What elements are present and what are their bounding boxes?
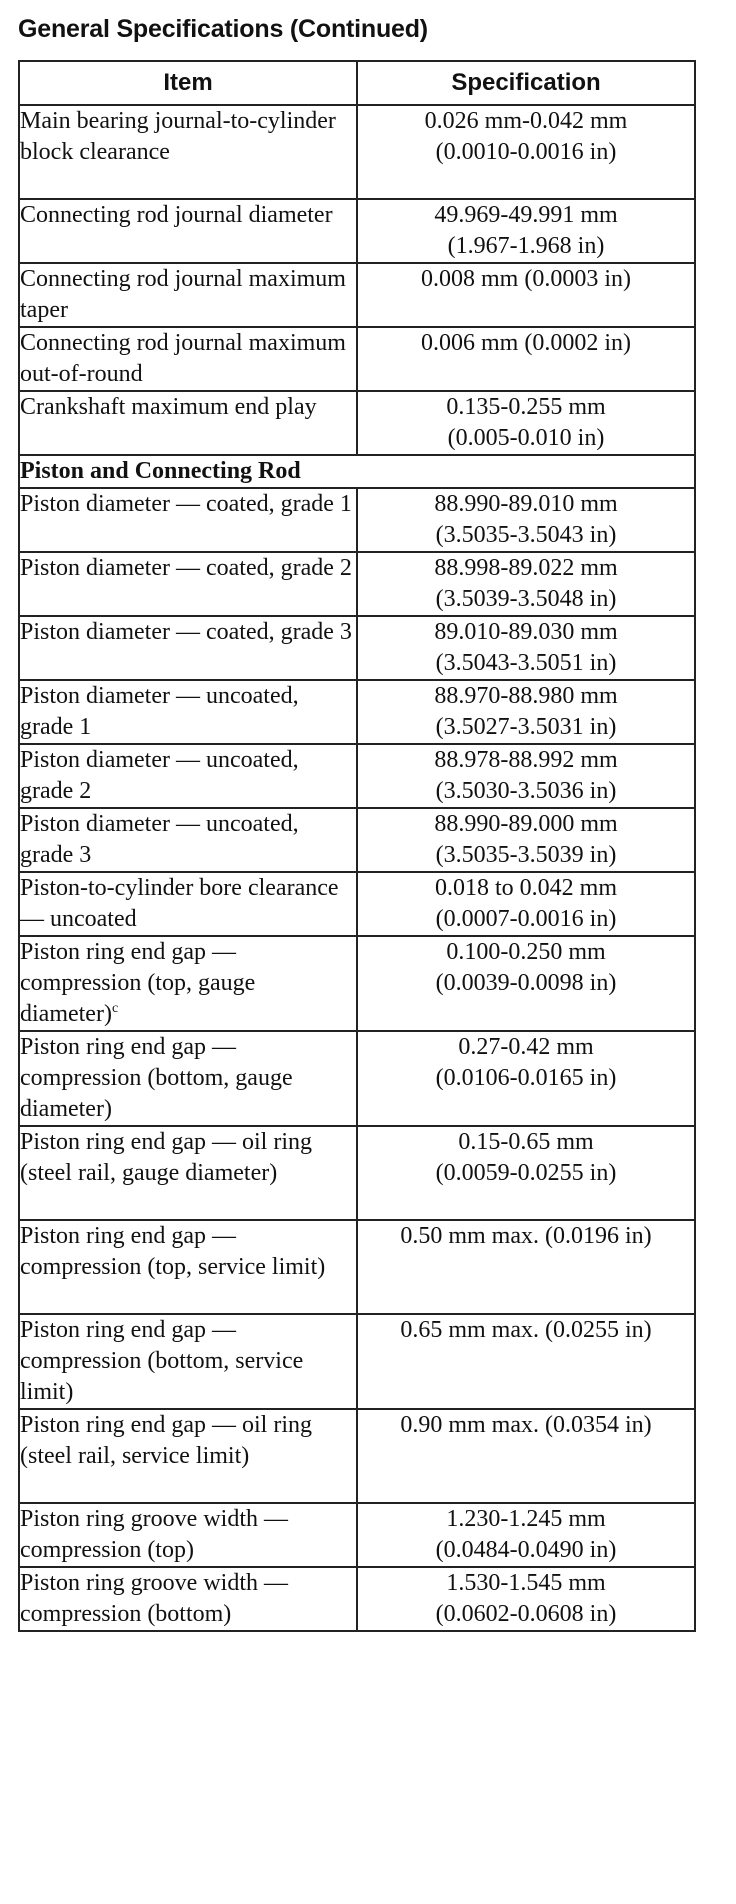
item-cell: Piston diameter — coated, grade 3	[19, 616, 357, 680]
specification-cell	[357, 1126, 695, 1220]
item-cell	[19, 936, 357, 1031]
spec-imperial: (3.5030-3.5036 in)	[435, 778, 617, 804]
spec-metric: 88.970-88.980 mm	[434, 683, 618, 709]
item-cell: Piston diameter — uncoated, grade 2	[19, 744, 357, 808]
item-cell: Piston ring end gap — oil ring (steel rail, service limit)	[19, 1409, 357, 1503]
table-row	[19, 1567, 695, 1631]
item-cell: Piston ring end gap — compression (top, service limit)	[19, 1220, 357, 1314]
item-text: Piston ring end gap — compression (top, gauge diameter)	[20, 939, 256, 1027]
specification-cell	[357, 936, 695, 1031]
table-header-row	[19, 61, 695, 105]
spec-imperial: (1.967-1.968 in)	[447, 233, 605, 259]
spec-imperial: (0.0059-0.0255 in)	[435, 1160, 617, 1186]
spec-metric: 0.90 mm max. (0.0354 in)	[400, 1412, 652, 1438]
spec-metric: 0.100-0.250 mm	[446, 939, 606, 965]
specification-cell	[357, 1031, 695, 1126]
spec-imperial: (0.0484-0.0490 in)	[435, 1537, 617, 1563]
spec-imperial: (3.5043-3.5051 in)	[435, 650, 617, 676]
spec-metric: 0.026 mm-0.042 mm	[424, 108, 628, 134]
table-row	[19, 105, 695, 199]
table-row	[19, 1314, 695, 1409]
table-row	[19, 1220, 695, 1314]
spec-imperial: (3.5035-3.5039 in)	[435, 842, 617, 868]
spec-imperial: (0.005-0.010 in)	[447, 425, 605, 451]
specification-cell	[357, 808, 695, 872]
table-row	[19, 1031, 695, 1126]
spec-metric: 0.65 mm max. (0.0255 in)	[400, 1317, 652, 1343]
table-row	[19, 680, 695, 744]
specification-cell	[357, 488, 695, 552]
spec-metric: 1.230-1.245 mm	[446, 1506, 606, 1532]
spec-imperial: (3.5039-3.5048 in)	[435, 586, 617, 612]
item-cell: Connecting rod journal maximum out-of-round	[19, 327, 357, 391]
item-cell: Main bearing journal-to-cylinder block clearance	[19, 105, 357, 199]
section-heading: Piston and Connecting Rod	[19, 455, 695, 488]
item-cell: Crankshaft maximum end play	[19, 391, 357, 455]
item-cell: Piston ring end gap — compression (bottom, gauge diameter)	[19, 1031, 357, 1126]
specification-cell	[357, 327, 695, 391]
table-row	[19, 1503, 695, 1567]
item-cell: Piston ring groove width — compression (bottom)	[19, 1567, 357, 1631]
table-row	[19, 552, 695, 616]
spec-imperial: (0.0106-0.0165 in)	[435, 1065, 617, 1091]
page-title: General Specifications (Continued)	[18, 15, 428, 43]
specification-cell	[357, 680, 695, 744]
table-row	[19, 808, 695, 872]
specification-cell	[357, 391, 695, 455]
item-cell: Piston ring groove width — compression (top)	[19, 1503, 357, 1567]
specification-cell	[357, 744, 695, 808]
spec-metric: 1.530-1.545 mm	[446, 1570, 606, 1596]
spec-metric: 0.50 mm max. (0.0196 in)	[400, 1223, 652, 1249]
specification-cell	[357, 616, 695, 680]
item-cell: Piston ring end gap — compression (bottom, service limit)	[19, 1314, 357, 1409]
specification-cell	[357, 105, 695, 199]
specification-cell	[357, 1567, 695, 1631]
table-row	[19, 488, 695, 552]
item-cell: Piston diameter — uncoated, grade 1	[19, 680, 357, 744]
specification-cell	[357, 199, 695, 263]
table-row	[19, 199, 695, 263]
table-row	[19, 1409, 695, 1503]
table-row	[19, 327, 695, 391]
spec-imperial: (0.0039-0.0098 in)	[435, 970, 617, 996]
column-header-specification: Specification	[357, 61, 695, 105]
spec-metric: 0.006 mm (0.0002 in)	[421, 330, 631, 356]
table-row	[19, 872, 695, 936]
specification-cell	[357, 1409, 695, 1503]
item-cell: Piston diameter — uncoated, grade 3	[19, 808, 357, 872]
footnote-marker: c	[111, 1001, 119, 1016]
table-row	[19, 616, 695, 680]
specification-cell	[357, 263, 695, 327]
section-heading-row	[19, 455, 695, 488]
spec-metric: 88.978-88.992 mm	[434, 747, 618, 773]
item-cell: Piston-to-cylinder bore clearance — uncoated	[19, 872, 357, 936]
item-cell: Connecting rod journal maximum taper	[19, 263, 357, 327]
spec-metric: 0.018 to 0.042 mm	[434, 875, 617, 901]
specification-cell	[357, 1503, 695, 1567]
table-row	[19, 263, 695, 327]
spec-imperial: (0.0602-0.0608 in)	[435, 1601, 617, 1627]
spec-imperial: (3.5027-3.5031 in)	[435, 714, 617, 740]
specification-cell	[357, 1314, 695, 1409]
spec-metric: 0.135-0.255 mm	[446, 394, 606, 420]
specification-cell	[357, 872, 695, 936]
spec-metric: 89.010-89.030 mm	[434, 619, 618, 645]
item-cell: Piston diameter — coated, grade 1	[19, 488, 357, 552]
spec-imperial: (0.0010-0.0016 in)	[435, 139, 617, 165]
table-row	[19, 744, 695, 808]
table-row	[19, 936, 695, 1031]
spec-metric: 0.27-0.42 mm	[458, 1034, 594, 1060]
specification-cell	[357, 552, 695, 616]
item-cell: Piston diameter — coated, grade 2	[19, 552, 357, 616]
spec-metric: 0.15-0.65 mm	[458, 1129, 594, 1155]
spec-imperial: (0.0007-0.0016 in)	[435, 906, 617, 932]
item-cell: Piston ring end gap — oil ring (steel rail, gauge diameter)	[19, 1126, 357, 1220]
spec-metric: 88.998-89.022 mm	[434, 555, 618, 581]
specification-cell	[357, 1220, 695, 1314]
item-cell: Connecting rod journal diameter	[19, 199, 357, 263]
specifications-table	[18, 60, 696, 1632]
spec-metric: 88.990-89.010 mm	[434, 491, 618, 517]
spec-imperial: (3.5035-3.5043 in)	[435, 522, 617, 548]
column-header-item: Item	[19, 61, 357, 105]
spec-metric: 49.969-49.991 mm	[434, 202, 618, 228]
table-row	[19, 391, 695, 455]
spec-metric: 0.008 mm (0.0003 in)	[421, 266, 631, 292]
spec-metric: 88.990-89.000 mm	[434, 811, 618, 837]
table-row	[19, 1126, 695, 1220]
